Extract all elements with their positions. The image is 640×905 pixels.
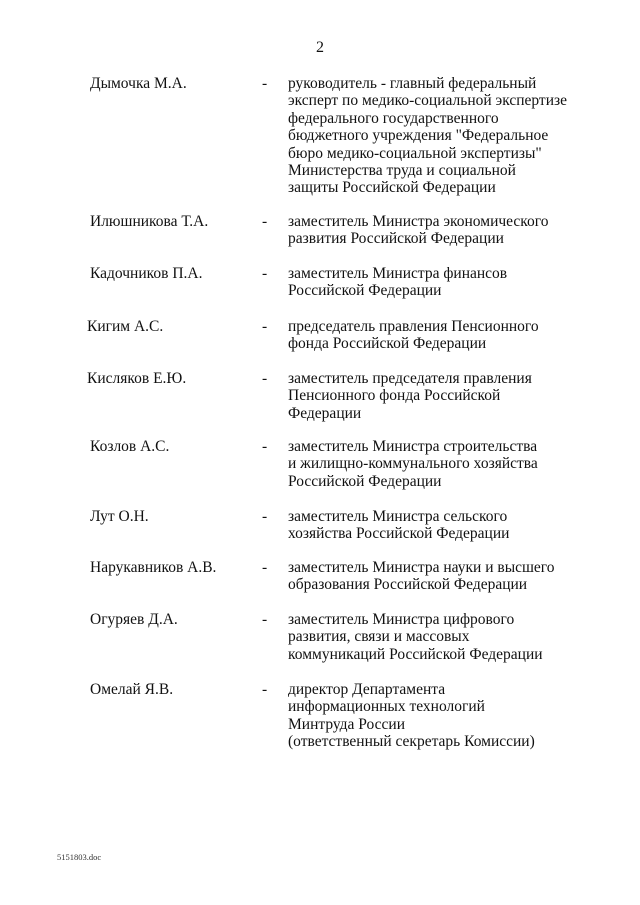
member-role bbox=[288, 681, 588, 751]
member-dash: - bbox=[262, 508, 268, 525]
member-role-line: Минтруда России bbox=[288, 715, 406, 733]
member-role-line: бюджетного учреждения "Федеральное bbox=[288, 127, 549, 145]
member-name: Кигим А.С. bbox=[87, 318, 164, 335]
member-name: Кисляков Е.Ю. bbox=[87, 370, 187, 387]
member-role-line: заместитель Министра строительства bbox=[288, 438, 538, 455]
member-dash: - bbox=[262, 370, 268, 387]
member-name: Илюшникова Т.А. bbox=[90, 213, 209, 230]
member-dash: - bbox=[262, 265, 268, 282]
member-role-line: Пенсионного фонда Российской bbox=[288, 387, 501, 405]
member-role-line: бюро медико-социальной экспертизы" bbox=[288, 144, 542, 162]
member-role-line: заместитель Министра науки и высшего bbox=[288, 559, 555, 576]
member-dash: - bbox=[262, 611, 268, 628]
member-role-line: заместитель председателя правления bbox=[288, 370, 532, 387]
member-name: Козлов А.С. bbox=[90, 438, 170, 455]
member-dash: - bbox=[262, 559, 268, 576]
member-role-line: (ответственный секретарь Комиссии) bbox=[288, 733, 535, 751]
member-role-line: информационных технологий bbox=[288, 698, 485, 716]
member-role bbox=[288, 75, 588, 197]
member-role-line: председатель правления Пенсионного bbox=[288, 318, 539, 335]
member-role bbox=[288, 318, 588, 353]
member-role-line: хозяйства Российской Федерации bbox=[288, 525, 510, 543]
member-name: Омелай Я.В. bbox=[90, 681, 174, 698]
member-role bbox=[288, 559, 588, 594]
member-dash: - bbox=[262, 318, 268, 335]
member-role-line: директор Департамента bbox=[288, 681, 446, 698]
member-name: Дымочка М.А. bbox=[90, 75, 187, 92]
member-role-line: заместитель Министра сельского bbox=[288, 508, 508, 525]
member-name: Нарукавников А.В. bbox=[90, 559, 217, 576]
member-role-line: образования Российской Федерации bbox=[288, 576, 528, 594]
member-role-line: федерального государственного bbox=[288, 109, 499, 127]
member-role bbox=[288, 370, 588, 422]
member-role-line: заместитель Министра цифрового bbox=[288, 611, 515, 628]
member-role bbox=[288, 213, 588, 248]
member-role-line: руководитель - главный федеральный bbox=[288, 75, 537, 92]
member-role bbox=[288, 438, 588, 490]
member-role-line: и жилищно-коммунального хозяйства bbox=[288, 455, 538, 473]
member-role-line: эксперт по медико-социальной экспертизе bbox=[288, 92, 568, 110]
member-role-line: развития Российской Федерации bbox=[288, 230, 504, 248]
member-dash: - bbox=[262, 75, 268, 92]
document-file-name: 5151803.doc bbox=[57, 852, 102, 862]
member-dash: - bbox=[262, 681, 268, 698]
member-name: Кадочников П.А. bbox=[90, 265, 203, 282]
member-name: Лут О.Н. bbox=[90, 508, 149, 525]
page-number: 2 bbox=[316, 39, 324, 56]
member-role-line: заместитель Министра финансов bbox=[288, 265, 508, 282]
member-role bbox=[288, 611, 588, 663]
member-role-line: Министерства труда и социальной bbox=[288, 162, 516, 180]
member-role-line: Федерации bbox=[288, 404, 362, 422]
member-role-line: Российской Федерации bbox=[288, 282, 442, 300]
member-role-line: заместитель Министра экономического bbox=[288, 213, 549, 230]
member-role-line: Российской Федерации bbox=[288, 472, 442, 490]
member-role-line: развития, связи и массовых bbox=[288, 628, 470, 646]
member-role-line: фонда Российской Федерации bbox=[288, 335, 487, 353]
member-dash: - bbox=[262, 438, 268, 455]
member-role-line: коммуникаций Российской Федерации bbox=[288, 645, 543, 663]
member-role bbox=[288, 265, 588, 300]
member-name: Огуряев Д.А. bbox=[90, 611, 178, 628]
member-role bbox=[288, 508, 588, 543]
member-role-line: защиты Российской Федерации bbox=[288, 179, 496, 197]
member-dash: - bbox=[262, 213, 268, 230]
